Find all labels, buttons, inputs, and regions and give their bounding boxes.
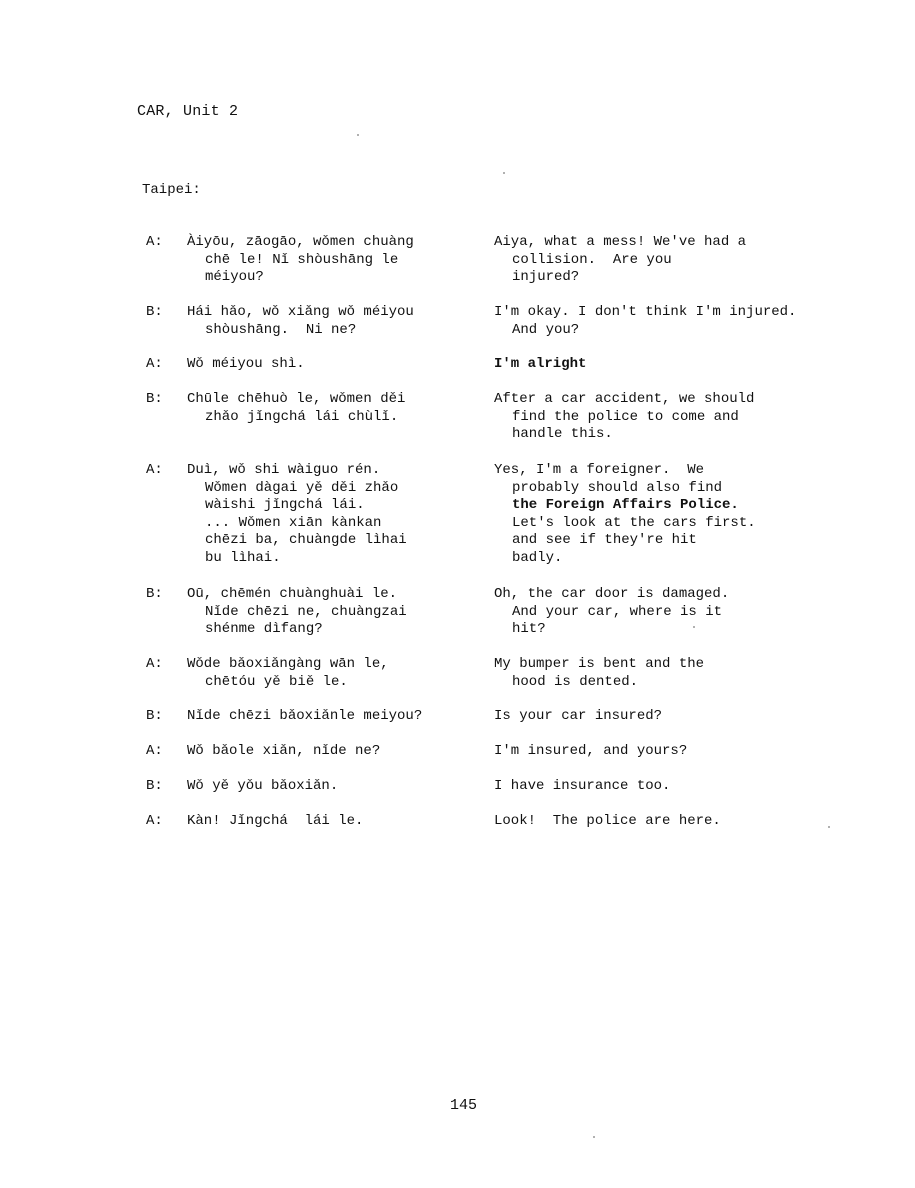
pinyin-line: Nǐde chēzi ne, chuàngzai: [205, 603, 407, 620]
pinyin-text: [187, 778, 477, 796]
pinyin-line: Oū, chēmén chuànghuài le.: [187, 586, 398, 602]
page-number: 145: [450, 1097, 478, 1114]
english-line: probably should also find: [512, 479, 723, 496]
english-line: I'm insured, and yours?: [494, 743, 688, 759]
english-translation: [494, 586, 834, 639]
english-line: collision. Are you: [512, 251, 672, 268]
english-line: the Foreign Affairs Police.: [512, 497, 739, 513]
english-translation: [494, 234, 834, 287]
pinyin-line: shòushāng. Ni ne?: [205, 321, 357, 338]
english-line: handle this.: [512, 426, 613, 442]
pinyin-line: bu lìhai.: [205, 549, 281, 566]
english-line: And your car, where is it: [512, 603, 723, 620]
pinyin-line: shénme dìfang?: [205, 621, 323, 637]
pinyin-line: chēzi ba, chuàngde lìhai: [205, 532, 407, 548]
english-line: I have insurance too.: [494, 778, 671, 794]
pinyin-text: [187, 586, 477, 639]
english-line: hood is dented.: [512, 673, 639, 690]
speaker-label: B:: [146, 778, 163, 794]
unit-header: CAR, Unit 2: [137, 103, 239, 120]
scan-speck: [693, 626, 695, 628]
english-line: Aiya, what a mess! We've had a: [494, 234, 747, 250]
english-translation: [494, 391, 834, 444]
pinyin-line: zhǎo jǐngchá lái chùlǐ.: [205, 408, 399, 425]
pinyin-line: wàishi jǐngchá lái.: [205, 497, 365, 513]
english-line: My bumper is bent and the: [494, 656, 705, 672]
pinyin-line: chētóu yě biě le.: [205, 673, 348, 690]
english-translation: [494, 356, 834, 374]
pinyin-line: Wǒ méiyou shì.: [187, 356, 305, 372]
scan-speck: [357, 134, 359, 136]
speaker-label: A:: [146, 813, 163, 829]
pinyin-text: [187, 656, 477, 691]
english-line: find the police to come and: [512, 408, 739, 425]
scan-speck: [593, 1136, 595, 1138]
pinyin-text: [187, 356, 477, 374]
pinyin-line: Chūle chēhuò le, wǒmen děi: [187, 391, 406, 407]
speaker-label: B:: [146, 304, 163, 320]
pinyin-text: [187, 462, 477, 567]
pinyin-text: [187, 743, 477, 761]
english-line: Is your car insured?: [494, 708, 663, 724]
speaker-label: B:: [146, 586, 163, 602]
pinyin-line: ... Wǒmen xiān kànkan: [205, 514, 382, 531]
english-line: Oh, the car door is damaged.: [494, 586, 730, 602]
speaker-label: A:: [146, 356, 163, 372]
english-translation: [494, 813, 834, 831]
pinyin-text: [187, 708, 477, 726]
english-line: badly.: [512, 549, 563, 566]
english-line: I'm okay. I don't think I'm injured.: [494, 304, 797, 320]
speaker-label: A:: [146, 743, 163, 759]
english-line: injured?: [512, 269, 580, 285]
pinyin-line: Kàn! Jǐngchá lái le.: [187, 813, 364, 829]
speaker-label: B:: [146, 391, 163, 407]
english-line: And you?: [512, 321, 580, 338]
english-line: After a car accident, we should: [494, 391, 755, 407]
english-line: Let's look at the cars first.: [512, 514, 756, 531]
pinyin-text: [187, 304, 477, 339]
english-line: I'm alright: [494, 356, 587, 372]
pinyin-line: Àiyōu, zāogāo, wǒmen chuàng: [187, 234, 414, 250]
pinyin-line: Wǒde bǎoxiǎngàng wān le,: [187, 656, 389, 672]
pinyin-text: [187, 234, 477, 287]
location-label: Taipei:: [142, 182, 201, 198]
english-translation: [494, 743, 834, 761]
english-line: hit?: [512, 621, 546, 637]
pinyin-text: [187, 391, 477, 426]
pinyin-line: chē le! Nǐ shòushāng le: [205, 251, 399, 268]
pinyin-line: Duì, wǒ shi wàiguo rén.: [187, 462, 381, 478]
english-translation: [494, 656, 834, 691]
pinyin-line: Wǒmen dàgai yě děi zhǎo: [205, 479, 399, 496]
pinyin-line: Wǒ yě yǒu bǎoxiǎn.: [187, 778, 339, 794]
speaker-label: B:: [146, 708, 163, 724]
scan-speck: [503, 172, 505, 174]
pinyin-line: Nǐde chēzi bǎoxiǎnle meiyou?: [187, 708, 423, 724]
english-translation: [494, 778, 834, 796]
pinyin-line: méiyou?: [205, 269, 264, 285]
scan-speck: [828, 826, 830, 828]
english-line: Yes, I'm a foreigner. We: [494, 462, 705, 478]
english-translation: [494, 708, 834, 726]
english-line: and see if they're hit: [512, 532, 697, 548]
english-translation: [494, 304, 834, 339]
english-translation: [494, 462, 834, 567]
pinyin-line: Hái hǎo, wǒ xiǎng wǒ méiyou: [187, 304, 414, 320]
english-line: Look! The police are here.: [494, 813, 721, 829]
pinyin-text: [187, 813, 477, 831]
speaker-label: A:: [146, 462, 163, 478]
speaker-label: A:: [146, 234, 163, 250]
speaker-label: A:: [146, 656, 163, 672]
pinyin-line: Wǒ bǎole xiǎn, nǐde ne?: [187, 743, 381, 759]
